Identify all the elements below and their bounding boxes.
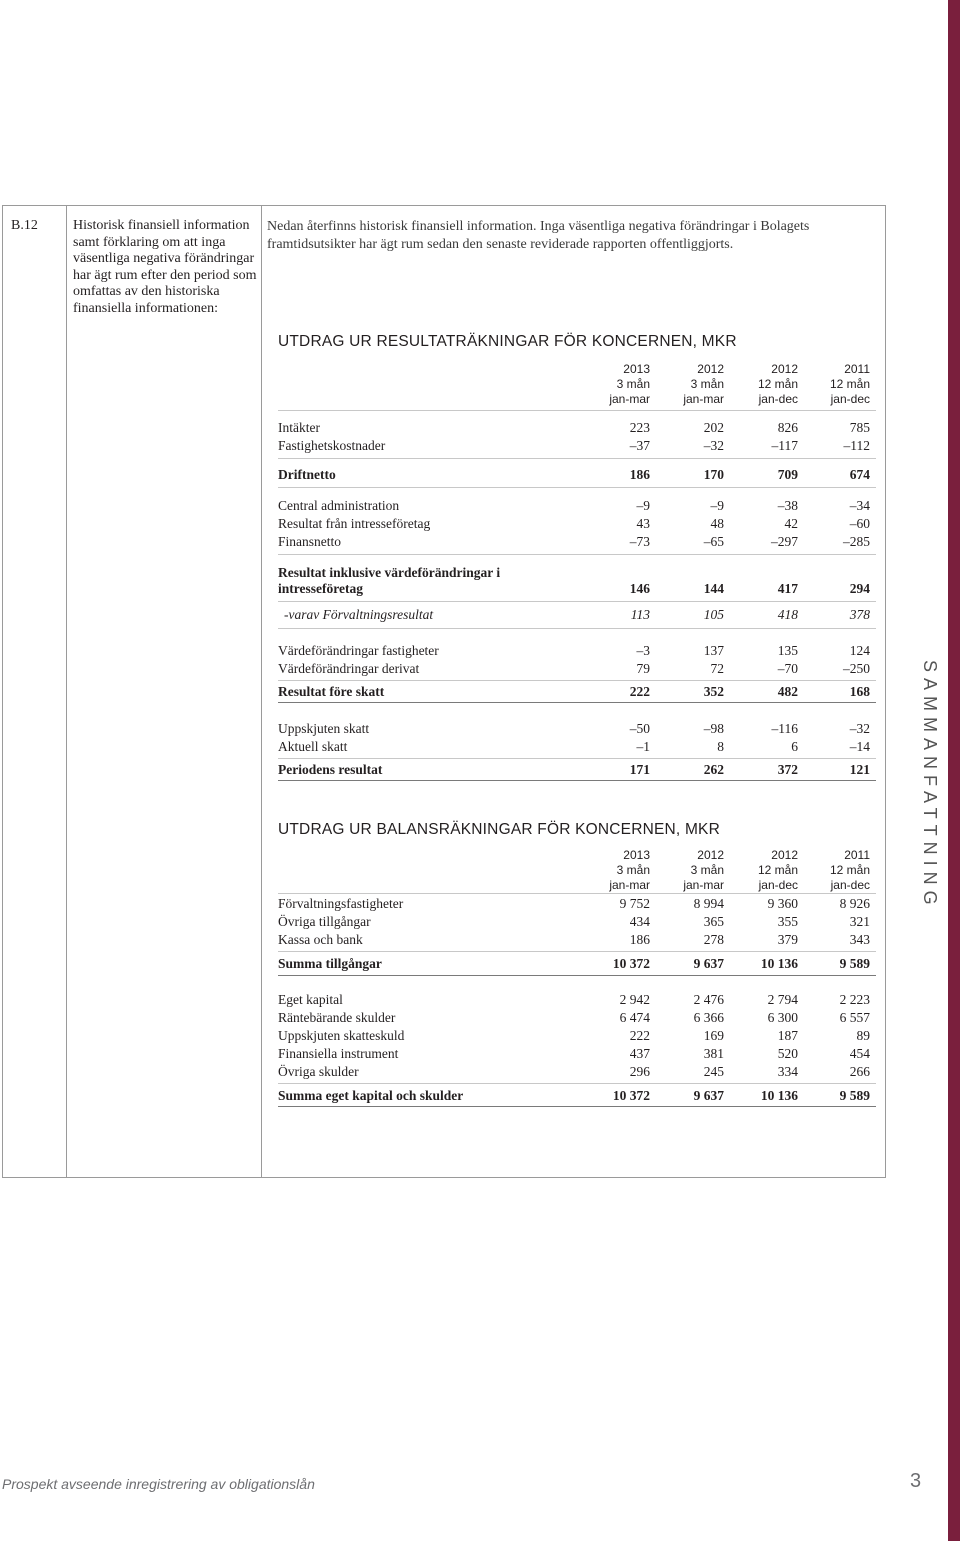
table-row: Aktuell skatt –1 8 6 –14 bbox=[278, 739, 870, 754]
divider bbox=[278, 628, 876, 629]
column-header: 2013 3 mån jan-mar bbox=[609, 362, 650, 406]
table-row: Summa tillgångar 10 372 9 637 10 136 9 589 bbox=[278, 956, 870, 971]
table-row: Fastighetskostnader –37 –32 –117 –112 bbox=[278, 438, 870, 453]
column-header: 2011 12 mån jan-dec bbox=[829, 848, 870, 892]
table-row: Kassa och bank 186 278 379 343 bbox=[278, 932, 870, 947]
divider bbox=[278, 410, 876, 411]
table-row: Räntebärande skulder 6 474 6 366 6 300 6 557 bbox=[278, 1010, 870, 1025]
column-header: 2012 12 mån jan-dec bbox=[757, 362, 798, 406]
column-header: 2012 12 mån jan-dec bbox=[757, 848, 798, 892]
divider bbox=[278, 758, 876, 759]
divider bbox=[278, 601, 876, 602]
table-row: Eget kapital 2 942 2 476 2 794 2 223 bbox=[278, 992, 870, 1007]
column-header: 2012 3 mån jan-mar bbox=[683, 848, 724, 892]
footer-text: Prospekt avseende inregistrering av obligationslån bbox=[2, 1476, 315, 1492]
divider bbox=[278, 951, 876, 952]
divider bbox=[278, 975, 876, 976]
table-row: Driftnetto 186 170 709 674 bbox=[278, 467, 870, 482]
table-row: Förvaltningsfastigheter 9 752 8 994 9 360 8 926 bbox=[278, 896, 870, 911]
table-row: Resultat från intresseföretag 43 48 42 –60 bbox=[278, 516, 870, 531]
divider bbox=[278, 1106, 876, 1107]
table-row: Värdeförändringar derivat 79 72 –70 –250 bbox=[278, 661, 870, 676]
column-divider bbox=[66, 206, 67, 1177]
divider bbox=[278, 893, 876, 894]
table-row: Finansnetto –73 –65 –297 –285 bbox=[278, 534, 870, 549]
table-row: Övriga skulder 296 245 334 266 bbox=[278, 1064, 870, 1079]
table-row: Övriga tillgångar 434 365 355 321 bbox=[278, 914, 870, 929]
column-header: 2013 3 mån jan-mar bbox=[609, 848, 650, 892]
column-header: 2012 3 mån jan-mar bbox=[683, 362, 724, 406]
divider bbox=[278, 1083, 876, 1084]
table-row: Resultat inklusive värdeförändringar i intresseföretag 146 144 417 294 bbox=[278, 565, 870, 596]
page-number: 3 bbox=[910, 1470, 922, 1492]
table-row: Värdeförändringar fastigheter –3 137 135 124 bbox=[278, 643, 870, 658]
table-row: Finansiella instrument 437 381 520 454 bbox=[278, 1046, 870, 1061]
divider bbox=[278, 680, 876, 681]
column-header: 2011 12 mån jan-dec bbox=[829, 362, 870, 406]
table-row: Central administration –9 –9 –38 –34 bbox=[278, 498, 870, 513]
income-statement-title: UTDRAG UR RESULTATRÄKNINGAR FÖR KONCERNEN, MKR bbox=[278, 333, 737, 350]
intro-text: Nedan återfinns historisk finansiell information. Inga väsentliga negativa förändringar i Bolagets framtidsutsikter har ägt rum sedan den senaste reviderade rapporten offentliggjorts. bbox=[267, 219, 810, 252]
accent-bar bbox=[948, 0, 960, 1541]
section-number: B.12 bbox=[11, 218, 38, 233]
divider bbox=[278, 458, 876, 459]
table-row: Resultat före skatt 222 352 482 168 bbox=[278, 684, 870, 699]
table-row: Periodens resultat 171 262 372 121 bbox=[278, 762, 870, 777]
table-row: Summa eget kapital och skulder 10 372 9 637 10 136 9 589 bbox=[278, 1088, 870, 1103]
side-label: SAMMANFATTNING bbox=[920, 660, 940, 911]
table-row: -varav Förvaltningsresultat 113 105 418 378 bbox=[284, 607, 870, 622]
divider bbox=[278, 487, 876, 488]
column-divider bbox=[261, 206, 262, 1177]
divider bbox=[278, 780, 876, 781]
balance-sheet-title: UTDRAG UR BALANSRÄKNINGAR FÖR KONCERNEN, MKR bbox=[278, 821, 720, 838]
section-title: Historisk finansiell information samt förklaring om att inga väsentliga negativa förändringar har ägt rum efter den period som omfattas av den historiska finansiella informationen: bbox=[73, 218, 257, 316]
table-row: Uppskjuten skatteskuld 222 169 187 89 bbox=[278, 1028, 870, 1043]
divider bbox=[278, 702, 876, 703]
table-row: Intäkter 223 202 826 785 bbox=[278, 420, 870, 435]
table-row: Uppskjuten skatt –50 –98 –116 –32 bbox=[278, 721, 870, 736]
divider bbox=[278, 554, 876, 555]
